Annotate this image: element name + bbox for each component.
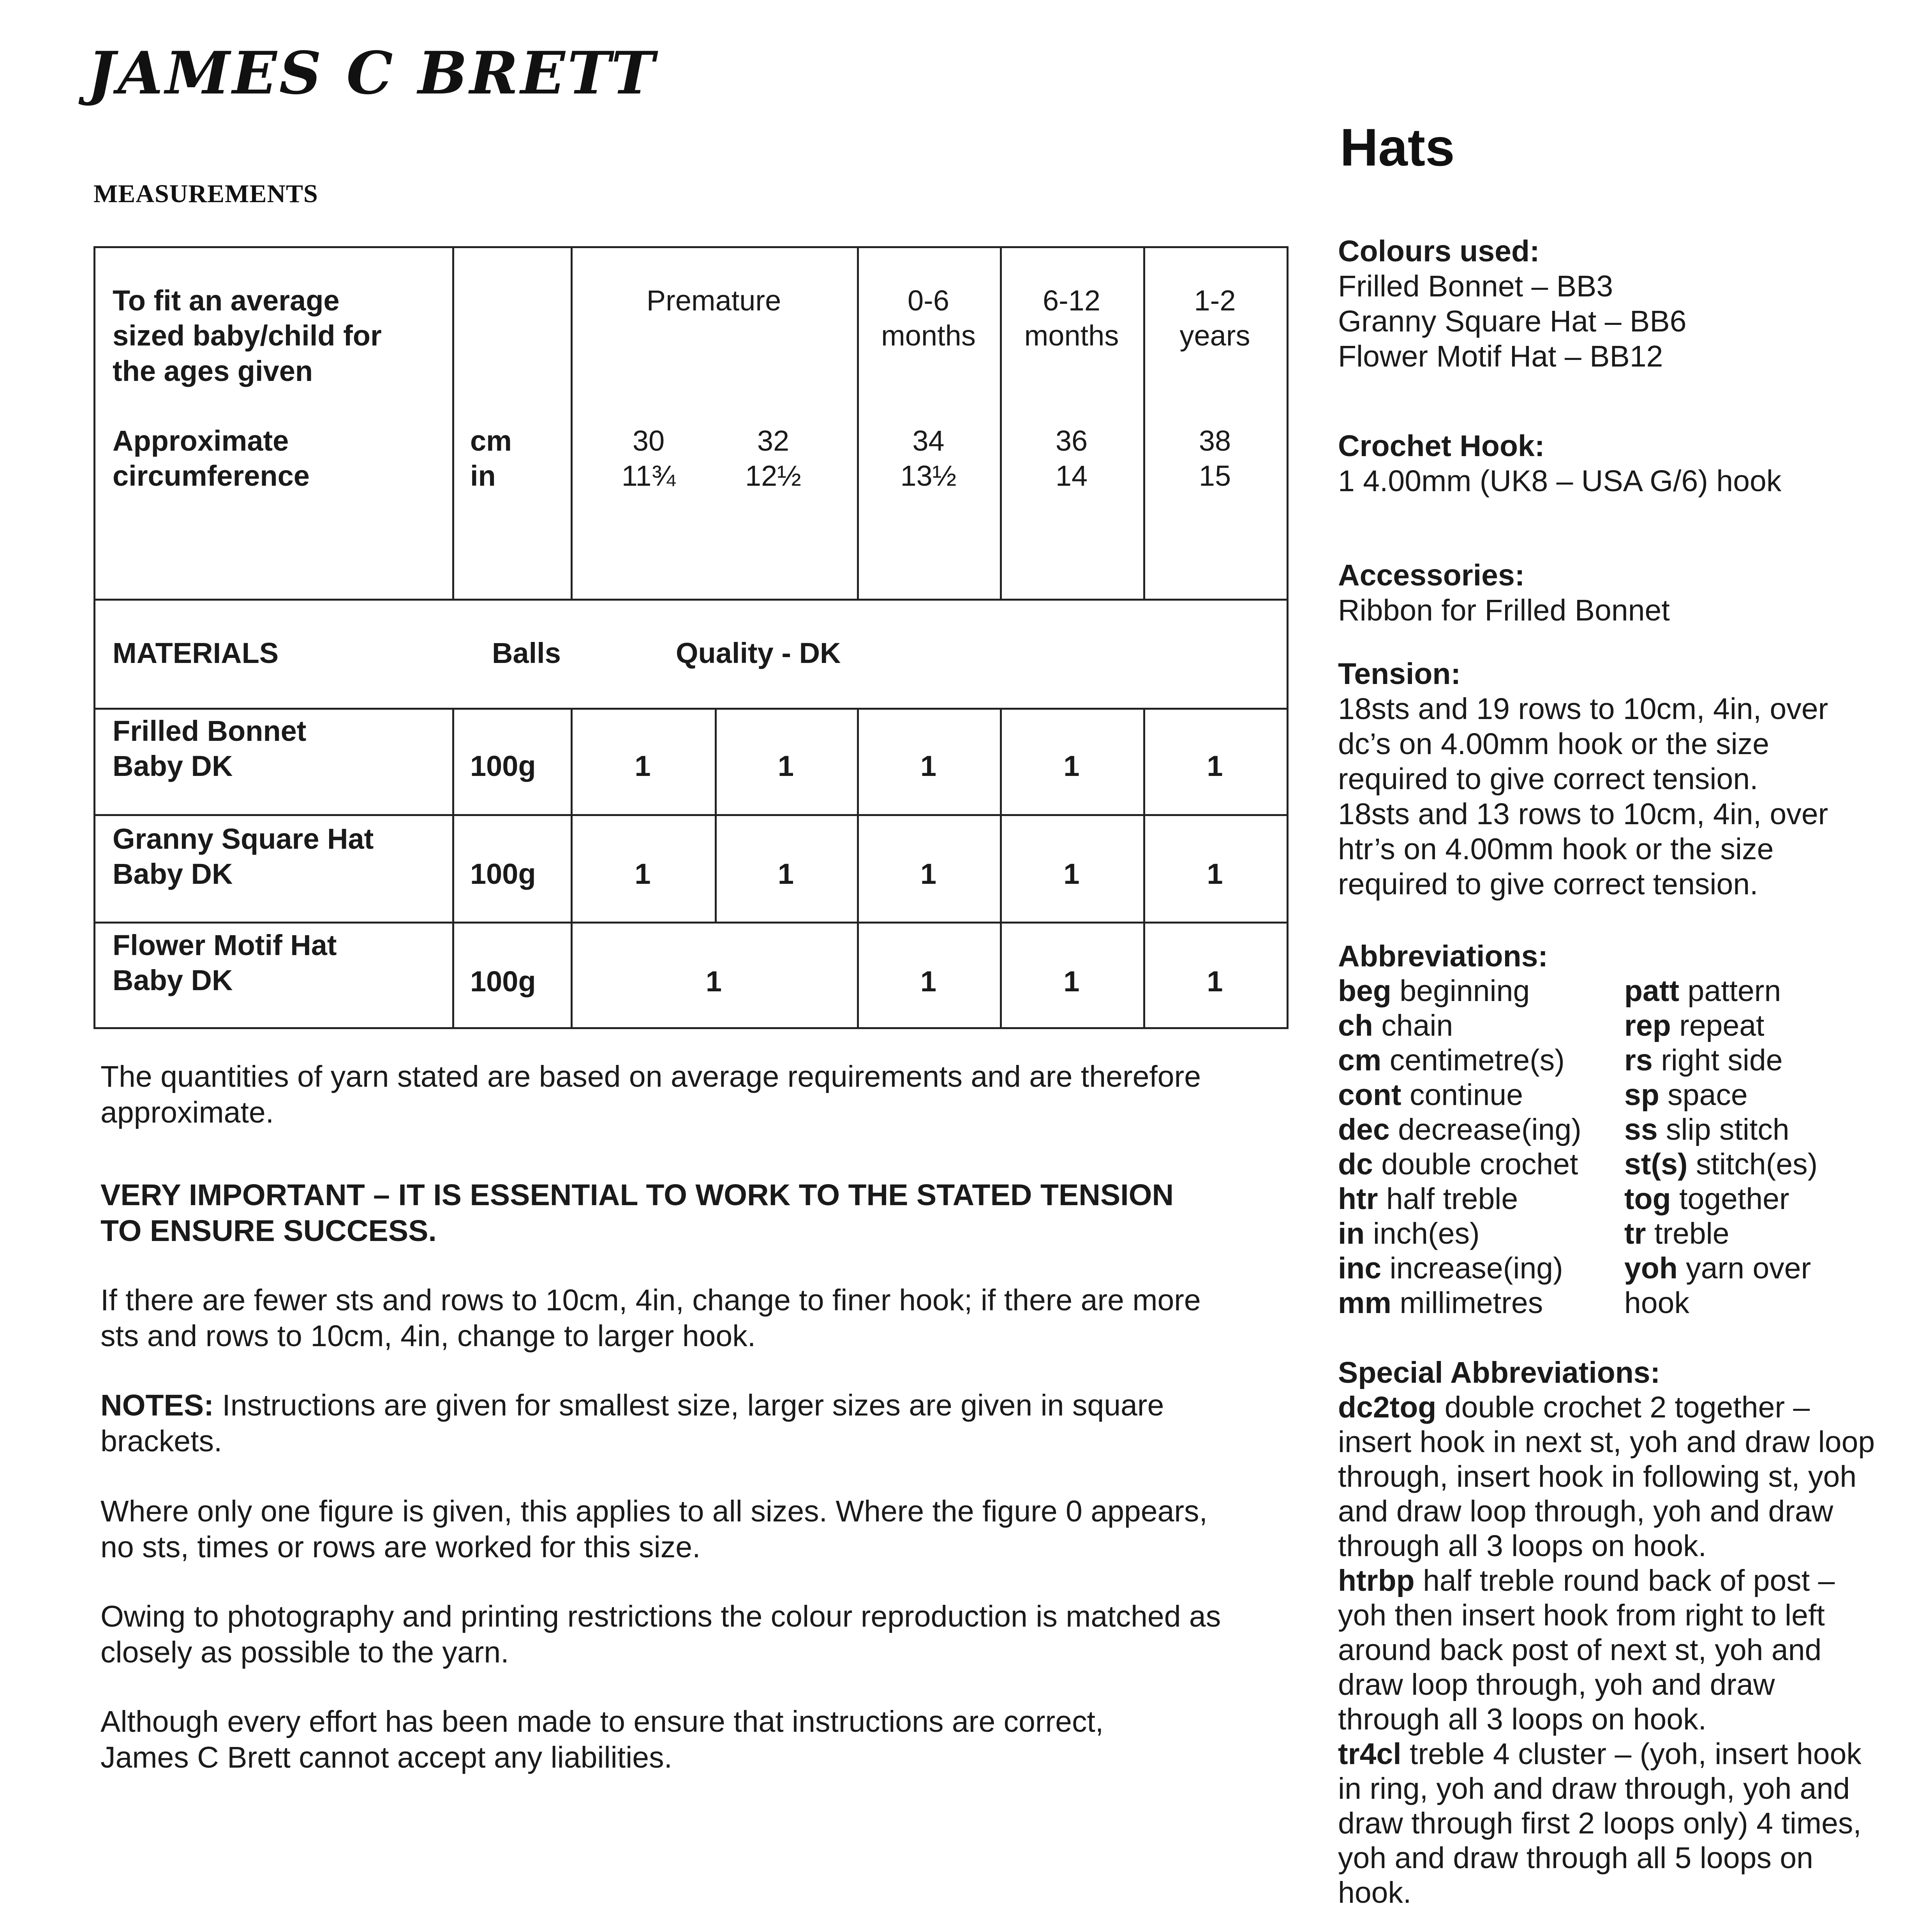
size-1-2-years: 1-2 years [1179,284,1250,352]
circumference-value: 32 12½ [745,425,802,492]
colour-reproduction-note: Owing to photography and printing restrictions the colour reproduction is matched as closely as possible to the yarn. [100,1600,1221,1669]
list-item: in inch(es) [1338,1217,1480,1250]
ball-count: 1 [920,965,937,998]
list-item: ch chain [1338,1009,1453,1042]
accessories-heading: Accessories: [1338,559,1525,592]
material-name: Granny Square Hat Baby DK [113,823,374,890]
measurements-heading: MEASUREMENTS [93,180,318,208]
ball-count: 1 [635,750,651,782]
hook-heading: Crochet Hook: [1338,429,1545,463]
materials-header: MATERIALS [113,637,279,669]
table-rule [452,708,454,1027]
special-abbreviation: tr4cl treble 4 cluster – (yoh, insert hook in ring, yoh and draw through, yoh and draw through first 2 loops only) 4 times, yoh and draw through all 5 loops on hook. [1338,1737,1861,1909]
ball-count: 1 [1207,750,1223,782]
abbreviations-list-right [1624,974,1817,1320]
list-item: htr half treble [1338,1182,1518,1216]
ball-count: 1 [1063,965,1080,998]
units-label: cm in [470,425,512,492]
colours-section: Colours used: Frilled Bonnet – BB3 Granny Square Hat – BB6 Flower Motif Hat – BB12 [1338,234,1914,374]
abbreviations-list-left [1338,974,1581,1320]
list-item: inc increase(ing) [1338,1252,1563,1285]
tension-heading: Tension: [1338,657,1461,691]
table-rule [452,248,454,599]
material-weight: 100g [470,750,536,782]
list-item: dc double crochet [1338,1148,1578,1181]
ball-count: 1 [920,750,937,782]
list-item: st(s) stitch(es) [1624,1148,1818,1181]
special-abbreviation: dc2tog double crochet 2 together – insert hook in next st, yoh and draw loop through, insert hook in following st, yoh and draw loop through, yoh and draw through all 3 loops on hook. [1338,1391,1875,1563]
abbreviations-heading-block [1338,939,1914,974]
circumference-label: Approximate circumference [113,425,310,492]
brand-logo: JAMES C BRETT [88,39,657,108]
list-item: dec decrease(ing) [1338,1113,1581,1146]
special-abbreviation: htrbp half treble round back of post – yoh then insert hook from right to left around back post of next st, yoh and draw loop through, yoh and draw through all 3 loops on hook. [1338,1564,1835,1736]
notes-label: NOTES: [100,1389,214,1422]
table-rule [95,599,1287,601]
list-item: cont continue [1338,1078,1523,1112]
circumference-value: 36 14 [1055,425,1088,492]
circumference-value: 38 15 [1199,425,1231,492]
tension-warning: VERY IMPORTANT – IT IS ESSENTIAL TO WORK TO THE STATED TENSION TO ENSURE SUCCESS. [100,1178,1174,1248]
ball-count: 1 [920,858,937,890]
quantities-note: The quantities of yarn stated are based on average requirements and are therefore approximate. [100,1060,1201,1129]
tension-section: Tension: 18sts and 19 rows to 10cm, 4in, over dc’s on 4.00mm hook or the size required to give correct tension. 18sts and 13 rows to 10cm, 4in, over htr’s on 4.00mm hook or the size required to give correct tension. [1338,656,1914,902]
ball-count: 1 [1063,750,1080,782]
one-figure-note: Where only one figure is given, this applies to all sizes. Where the figure 0 appears, no sts, times or rows are worked for this size. [100,1495,1208,1564]
size-materials-table [93,246,1289,1029]
list-item: mm millimetres [1338,1286,1543,1320]
liability-note: Although every effort has been made to ensure that instructions are correct, James C Brett cannot accept any liabilities. [100,1705,1104,1774]
table-rule [95,922,1287,924]
table-rule [95,814,1287,816]
list-item: yoh yarn over [1624,1252,1811,1285]
ball-count: 1 [635,858,651,890]
size-premature: Premature [646,284,781,317]
list-item: cm centimetre(s) [1338,1044,1565,1077]
special-abbreviations-heading: Special Abbreviations: [1338,1356,1661,1389]
abbreviations-heading: Abbreviations: [1338,940,1548,973]
list-item: hook [1624,1286,1689,1320]
ball-count: 1 [1063,858,1080,890]
hook-section: Crochet Hook: 1 4.00mm (UK8 – USA G/6) hook [1338,428,1914,499]
table-rule [95,708,1287,710]
special-abbreviations-section [1338,1356,1914,1910]
material-name: Frilled Bonnet Baby DK [113,715,307,783]
size-6-12-months: 6-12 months [1024,284,1119,352]
balls-header: Balls [492,637,561,669]
list-item: tog together [1624,1182,1789,1216]
list-item: sp space [1624,1078,1748,1112]
material-name: Flower Motif Hat Baby DK [113,929,337,997]
fit-label: To fit an average sized baby/child for the ages given [113,284,382,387]
hook-change-note: If there are fewer sts and rows to 10cm, 4in, change to finer hook; if there are more sts and rows to 10cm, 4in, change to larger hook. [100,1283,1201,1353]
ball-count: 1 [705,965,722,998]
list-item: rep repeat [1624,1009,1765,1042]
material-weight: 100g [470,858,536,890]
circumference-value: 30 11¾ [621,425,676,492]
colours-heading: Colours used: [1338,234,1540,268]
ball-count: 1 [1207,858,1223,890]
ball-count: 1 [1207,965,1223,998]
ball-count: 1 [777,750,794,782]
circumference-value: 34 13½ [900,425,957,492]
material-weight: 100g [470,965,536,998]
list-item: patt pattern [1624,974,1781,1008]
size-0-6-months: 0-6 months [881,284,976,352]
page-title: Hats [1340,118,1455,177]
list-item: rs right side [1624,1044,1783,1077]
list-item: ss slip stitch [1624,1113,1789,1146]
list-item: tr treble [1624,1217,1729,1250]
quality-header: Quality - DK [676,637,841,669]
list-item: beg beginning [1338,974,1530,1008]
ball-count: 1 [777,858,794,890]
accessories-section: Accessories: Ribbon for Frilled Bonnet [1338,558,1914,628]
notes-paragraph: NOTES: Instructions are given for smallest size, larger sizes are given in square brackets. [100,1389,1164,1458]
